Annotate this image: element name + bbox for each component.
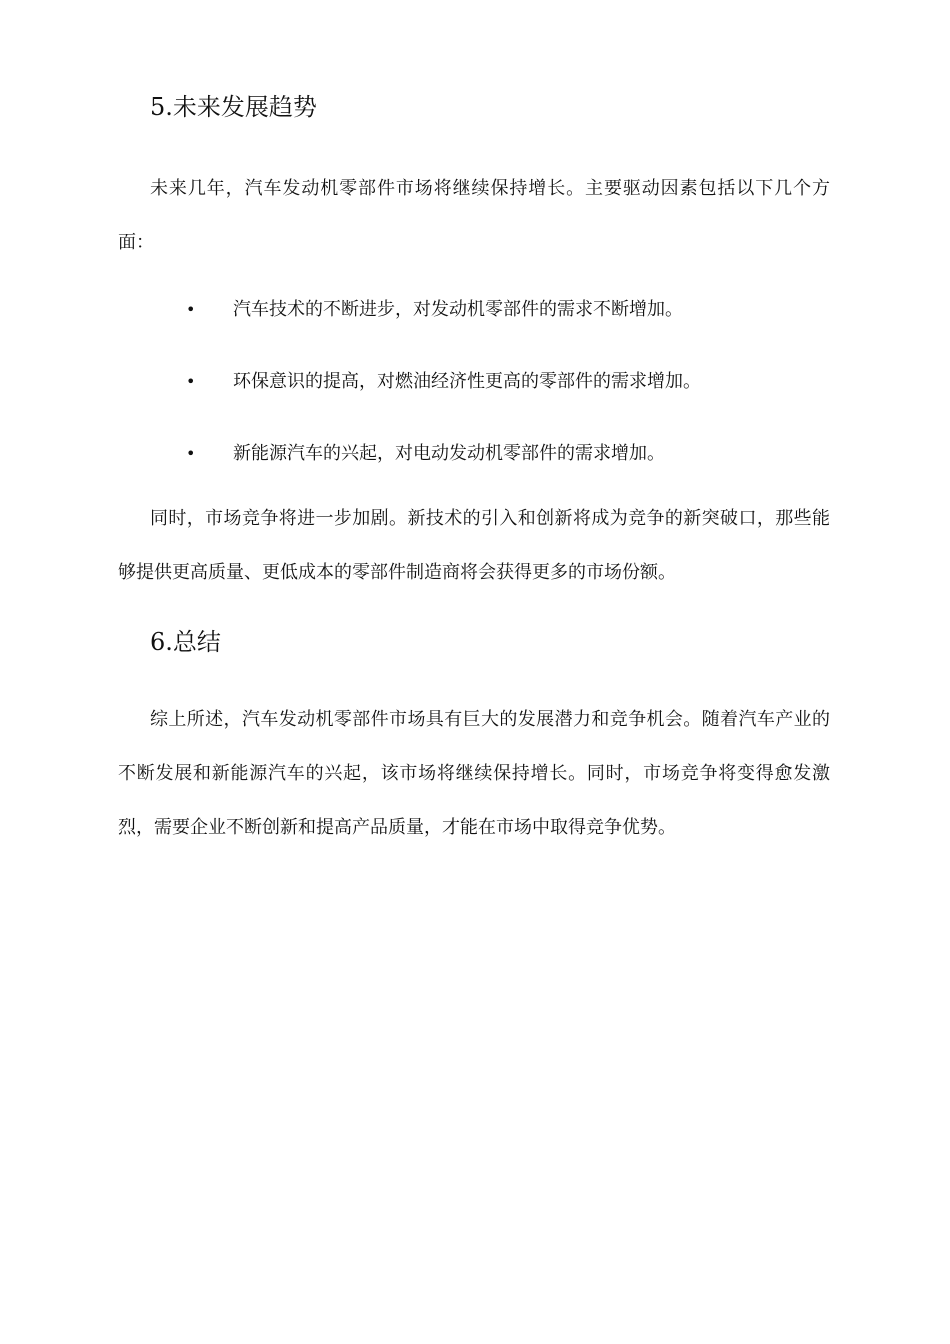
bullet-text: 新能源汽车的兴起，对电动发动机零部件的需求增加。: [233, 443, 665, 464]
section-6-heading: 6.总结: [150, 628, 221, 656]
driver-bullet-list: [0, 283, 950, 499]
list-item: [0, 355, 950, 427]
list-item: [0, 427, 950, 499]
bullet-icon: •: [186, 300, 196, 319]
list-item: [0, 283, 950, 355]
bullet-text: 环保意识的提高，对燃油经济性更高的零部件的需求增加。: [233, 371, 701, 392]
section-6-body-paragraph: 综上所述，汽车发动机零部件市场具有巨大的发展潜力和竞争机会。随着汽车产业的不断发展和新能源汽车的兴起，该市场将继续保持增长。同时，市场竞争将变得愈发激烈，需要企业不断创新和提高产品质量，才能在市场中取得竞争优势。: [118, 709, 830, 838]
section-5-intro-paragraph: 未来几年，汽车发动机零部件市场将继续保持增长。主要驱动因素包括以下几个方面：: [118, 178, 830, 253]
section-5-closing-paragraph: 同时，市场竞争将进一步加剧。新技术的引入和创新将成为竞争的新突破口，那些能够提供更高质量、更低成本的零部件制造商将会获得更多的市场份额。: [118, 508, 830, 583]
bullet-icon: •: [186, 372, 196, 391]
section-5-heading: 5.未来发展趋势: [150, 93, 317, 121]
bullet-icon: •: [186, 444, 196, 463]
bullet-text: 汽车技术的不断进步，对发动机零部件的需求不断增加。: [233, 299, 683, 320]
